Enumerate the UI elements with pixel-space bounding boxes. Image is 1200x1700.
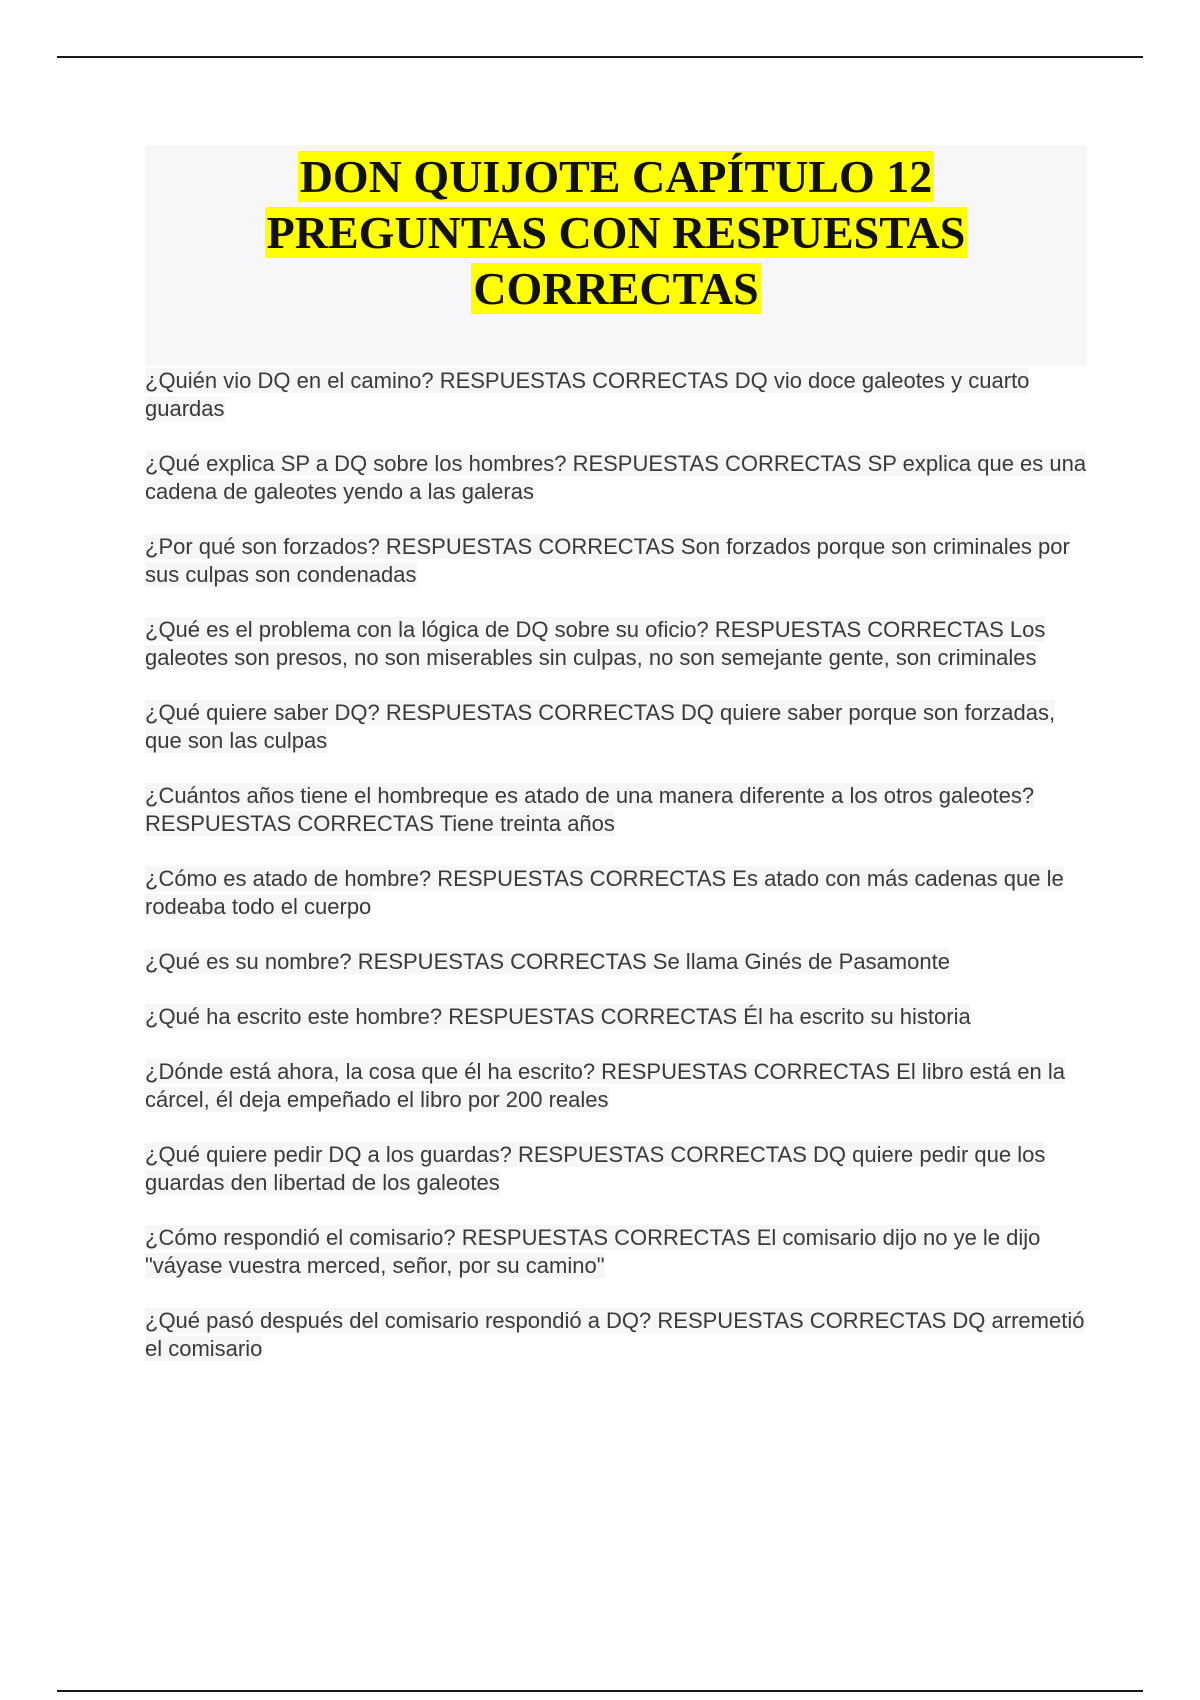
qa-item [145, 616, 1095, 672]
title-line-3: CORRECTAS [473, 263, 759, 314]
qa-item [145, 782, 1095, 838]
title-line-1: DON QUIJOTE CAPÍTULO 12 [299, 151, 933, 202]
qa-item [145, 450, 1095, 506]
qa-text: ¿Cuántos años tiene el hombreque es atado de una manera diferente a los otros galeotes? RESPUESTAS CORRECTAS Tiene treinta años [145, 783, 1035, 836]
document-title [145, 145, 1087, 317]
bottom-rule [57, 1690, 1143, 1692]
qa-list [145, 367, 1095, 1390]
qa-item [145, 1003, 1095, 1031]
top-rule [57, 56, 1143, 58]
qa-item [145, 533, 1095, 589]
title-block [145, 145, 1087, 365]
qa-text: ¿Qué quiere saber DQ? RESPUESTAS CORRECTAS DQ quiere saber porque son forzadas, que son las culpas [145, 700, 1056, 753]
qa-text: ¿Dónde está ahora, la cosa que él ha escrito? RESPUESTAS CORRECTAS El libro está en la cárcel, él deja empeñado el libro por 200 reales [145, 1059, 1065, 1112]
qa-item [145, 367, 1095, 423]
qa-item [145, 948, 1095, 976]
qa-text: ¿Cómo respondió el comisario? RESPUESTAS CORRECTAS El comisario dijo no ye le dijo "váyase vuestra merced, señor, por su camino" [145, 1225, 1041, 1278]
qa-text: ¿Cómo es atado de hombre? RESPUESTAS CORRECTAS Es atado con más cadenas que le rodeaba todo el cuerpo [145, 866, 1064, 919]
qa-item [145, 1224, 1095, 1280]
qa-item [145, 1141, 1095, 1197]
qa-text: ¿Qué es el problema con la lógica de DQ sobre su oficio? RESPUESTAS CORRECTAS Los galeotes son presos, no son miserables sin culpas, no son semejante gente, son criminales [145, 617, 1046, 670]
qa-text: ¿Qué es su nombre? RESPUESTAS CORRECTAS Se llama Ginés de Pasamonte [145, 949, 950, 974]
qa-item [145, 1058, 1095, 1114]
title-line-2: PREGUNTAS CON RESPUESTAS [266, 207, 966, 258]
qa-text: ¿Qué explica SP a DQ sobre los hombres? RESPUESTAS CORRECTAS SP explica que es una cadena de galeotes yendo a las galeras [145, 451, 1087, 504]
qa-text: ¿Qué pasó después del comisario respondió a DQ? RESPUESTAS CORRECTAS DQ arremetió el comisario [145, 1308, 1085, 1361]
qa-text: ¿Qué ha escrito este hombre? RESPUESTAS CORRECTAS Él ha escrito su historia [145, 1004, 971, 1029]
qa-text: ¿Qué quiere pedir DQ a los guardas? RESPUESTAS CORRECTAS DQ quiere pedir que los guardas den libertad de los galeotes [145, 1142, 1046, 1195]
qa-item [145, 699, 1095, 755]
qa-item [145, 865, 1095, 921]
qa-text: ¿Por qué son forzados? RESPUESTAS CORRECTAS Son forzados porque son criminales por sus culpas son condenadas [145, 534, 1070, 587]
qa-text: ¿Quién vio DQ en el camino? RESPUESTAS CORRECTAS DQ vio doce galeotes y cuarto guardas [145, 368, 1030, 421]
qa-item [145, 1307, 1095, 1363]
